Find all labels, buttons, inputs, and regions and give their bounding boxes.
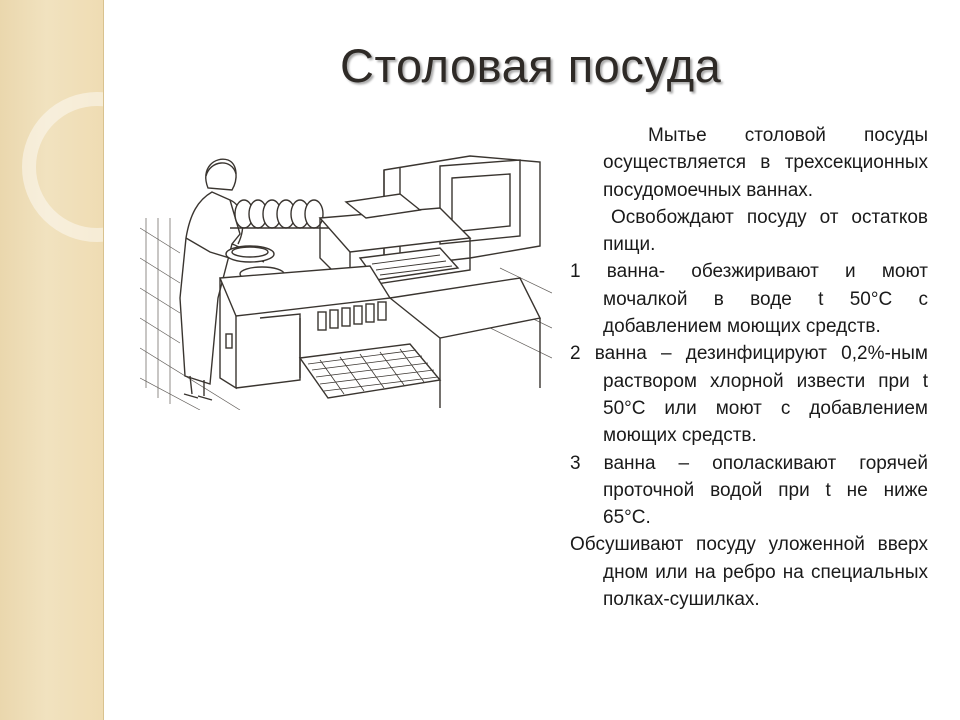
decorative-side-strip <box>0 0 104 720</box>
paragraph-section-3: 3 ванна – ополаскивают горячей проточной водой при t не ниже 65°С. <box>570 452 928 529</box>
slide-title: Столовая посуда <box>340 39 722 92</box>
dishwashing-illustration <box>140 148 552 410</box>
description-text <box>570 122 928 613</box>
paragraph-section-2: 2 ванна – дезинфицируют 0,2%-ным раствором хлорной извести при t 50°С или моют с добавлением моющих средств. <box>570 343 928 447</box>
paragraph-drying: Обсушивают посуду уложенной вверх дном или на ребро на специальных полках-сушилках. <box>570 534 928 611</box>
paragraph-section-1: 1 ванна- обезжиривают и моют мочалкой в воде t 50°С с добавлением моющих средств. <box>570 261 928 338</box>
paragraph-preparation: Освобождают посуду от остатков пищи. <box>603 206 928 256</box>
paragraph-intro: Мытье столовой посуды осуществляется в трехсекционных посудомоечных ваннах. <box>603 125 928 201</box>
decorative-ring <box>22 92 104 242</box>
